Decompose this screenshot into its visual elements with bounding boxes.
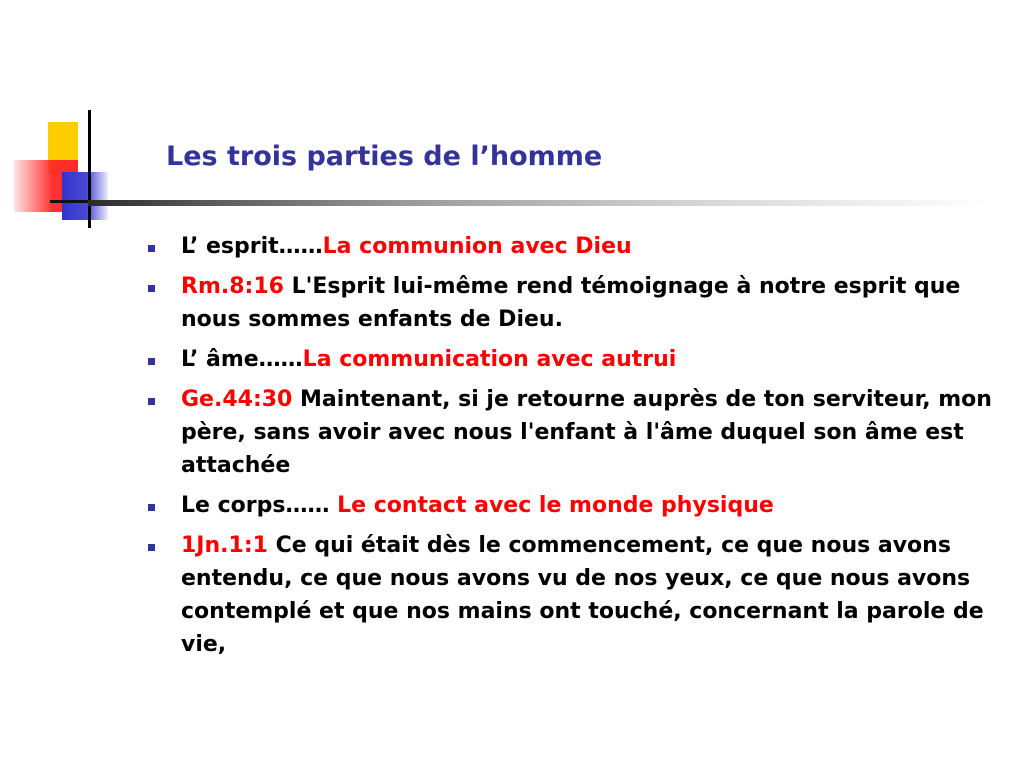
list-item — [148, 230, 1008, 263]
item-text: Maintenant, si je retourne auprès de ton serviteur, mon père, sans avoir avec nous l'enfant à l'âme duquel son âme est attachée — [181, 387, 992, 478]
list-item — [148, 270, 1008, 336]
item-highlight: La communication avec autrui — [302, 347, 677, 372]
bullet-icon — [148, 358, 155, 365]
item-reference: 1Jn.1:1 — [181, 533, 268, 558]
bullet-icon — [148, 544, 155, 551]
page-title: Les trois parties de l’homme — [166, 141, 603, 172]
bullet-icon — [148, 504, 155, 511]
bullet-icon — [148, 245, 155, 252]
list-item — [148, 383, 1008, 482]
item-text: Ce qui était dès le commencement, ce que nous avons entendu, ce que nous avons vu de nos yeux, ce que nous avons contemplé et que nos mains ont touché, concernant la parole de vie, — [181, 533, 984, 657]
item-reference: Ge.44:30 — [181, 387, 293, 412]
title-underline — [88, 200, 988, 206]
item-text: L'Esprit lui-même rend témoignage à notre esprit que nous sommes enfants de Dieu. — [181, 274, 961, 332]
bullet-icon — [148, 285, 155, 292]
item-reference: Rm.8:16 — [181, 274, 284, 299]
blue-square — [62, 172, 108, 220]
list-item — [148, 489, 1008, 522]
bullet-icon — [148, 398, 155, 405]
item-highlight: Le contact avec le monde physique — [337, 493, 774, 518]
vertical-line — [88, 110, 91, 228]
item-highlight: La communion avec Dieu — [322, 234, 632, 259]
list-item — [148, 343, 1008, 376]
list-item — [148, 529, 1008, 661]
decorative-logo — [0, 100, 150, 240]
item-text: L’ esprit…… — [181, 234, 323, 259]
bullet-list — [148, 230, 1008, 668]
item-text: Le corps…… — [181, 493, 338, 518]
item-text: L’ âme…… — [181, 347, 303, 372]
